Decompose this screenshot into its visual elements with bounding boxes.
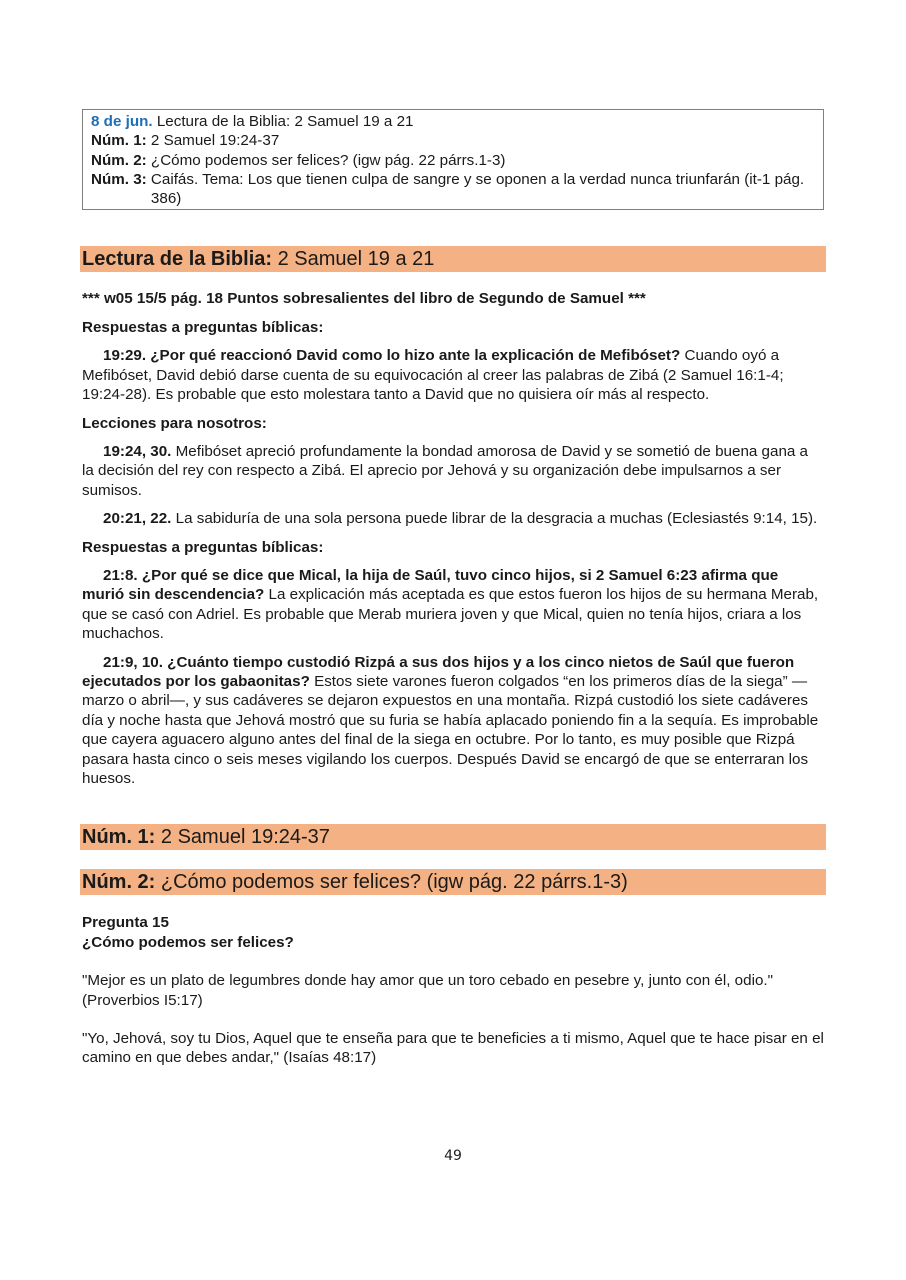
schedule-row-text: Caifás. Tema: Los que tienen culpa de sangre y se oponen a la verdad nunca triunfarán (it-1 pág. 386) [150,170,805,208]
paragraph-21-9 [82,653,824,789]
paragraph-lead: 19:29. ¿Por qué reaccionó David como lo hizo ante la explicación de Mefibóset? [103,347,681,365]
question-number-text: Pregunta 15 [82,914,169,932]
paragraph-lead: 19:24, 30. [103,442,172,460]
subheading-text: Respuestas a preguntas bíblicas: [82,538,324,556]
page-content [82,109,824,1068]
subheading-questions [82,318,824,337]
schedule-row-2 [91,151,815,170]
paragraph-lead: 21:9, 10. ¿Cuánto tiempo custodió Rizpá a sus dos hijos y a los cinco nietos de Saúl que fueron ejecutados por los gabaonitas? [82,653,795,690]
section-heading-label: Núm. 1: [82,826,156,849]
subheading-lessons [82,414,824,433]
schedule-box [82,109,824,210]
question-title-text: ¿Cómo podemos ser felices? [82,933,294,951]
paragraph-lead: 20:21, 22. [103,510,172,528]
paragraph-body: Mefibóset apreció profundamente la bondad amorosa de David y se sometió de buena gana a la decisión del rey con respecto a Zibá. El aprecio por Jehová y su organización debe impulsarnos a ser sumisos. [82,442,809,499]
section-heading-num1 [80,824,826,850]
paragraph-21-8 [82,566,824,644]
source-reference [82,289,824,308]
section-heading-label: Núm. 2: [82,871,156,894]
schedule-row-label: Núm. 1: [91,132,151,150]
source-reference-text: *** w05 15/5 pág. 18 Puntos sobresalientes del libro de Segundo de Samuel *** [82,290,646,308]
schedule-row-text: 2 Samuel 19:24-37 [150,132,280,150]
section-heading-num2 [80,869,826,895]
schedule-row-1 [91,131,815,150]
paragraph-20-21 [82,509,824,528]
subheading-text: Respuestas a preguntas bíblicas: [82,318,324,336]
paragraph-body: Estos siete varones fueron colgados “en los primeros días de la siega” —marzo o abril—, y sus cadáveres se dejaron expuestos en una montaña. Rizpá custodió los siete cadáveres día y noche hasta que Jehová mostró que su furia se había aplacado poniendo fin a la sequía. Es improbable que cayera aguacero alguno antes del final de la siega en octubre. Por lo tanto, es muy posible que Rizpá pasara hasta cinco o seis meses vigilando los cuerpos. Después David se encargó de que se enterraran los huesos. [82,672,819,788]
section-heading-label: Lectura de la Biblia: [82,248,273,271]
question-title [82,933,824,952]
quote-proverbs: "Mejor es un plato de legumbres donde hay amor que un toro cebado en pesebre y, junto con él, odio." (Proverbios I5:17) [82,972,774,1009]
subheading-text: Lecciones para nosotros: [82,414,267,432]
schedule-date-line [91,112,815,131]
section-heading-text: 2 Samuel 19:24-37 [155,826,330,849]
subheading-questions-2 [82,538,824,557]
paragraph-body: La explicación más aceptada es que estos fueron los hijos de su hermana Merab, que se casó con Adriel. Es probable que Merab muriera joven y que Mical, quien no tenía hijos, criara a los muchachos. [82,586,819,643]
quote-isaiah: "Yo, Jehová, soy tu Dios, Aquel que te enseña para que te beneficies a ti mismo, Aquel que te hace pisar en el camino en que debes andar," (Isaías 48:17) [82,1030,824,1067]
paragraph-lead: 21:8. ¿Por qué se dice que Mical, la hija de Saúl, tuvo cinco hijos, si 2 Samuel 6:23 afirma que murió sin descendencia? [82,566,779,604]
schedule-row-label: Núm. 2: [91,151,151,169]
schedule-row-label: Núm. 3: [91,170,151,188]
schedule-date: 8 de jun. [91,113,153,130]
schedule-row-text: ¿Cómo podemos ser felices? (igw pág. 22 párrs.1-3) [150,151,506,169]
section-heading-text: 2 Samuel 19 a 21 [272,248,435,271]
section-heading-text: ¿Cómo podemos ser felices? (igw pág. 22 párrs.1-3) [155,871,628,894]
paragraph-19-29 [82,346,824,404]
question-number [82,913,824,932]
paragraph-body: La sabiduría de una sola persona puede librar de la desgracia a muchas (Eclesiastés 9:14, 15). [171,510,818,528]
page-number: 49 [444,1148,462,1164]
paragraph-body: Cuando oyó a Mefibóset, David debió darse cuenta de su equivocación al creer las palabras de Zibá (2 Samuel 16:1-4; 19:24-28). Es probable que esto molestara tanto a David que no quisiera oír más al respecto. [82,347,784,404]
schedule-row-3 [91,170,815,209]
paragraph-19-24 [82,442,824,500]
schedule-reading: Lectura de la Biblia: 2 Samuel 19 a 21 [152,113,414,130]
section-heading-bible-reading [80,246,826,272]
